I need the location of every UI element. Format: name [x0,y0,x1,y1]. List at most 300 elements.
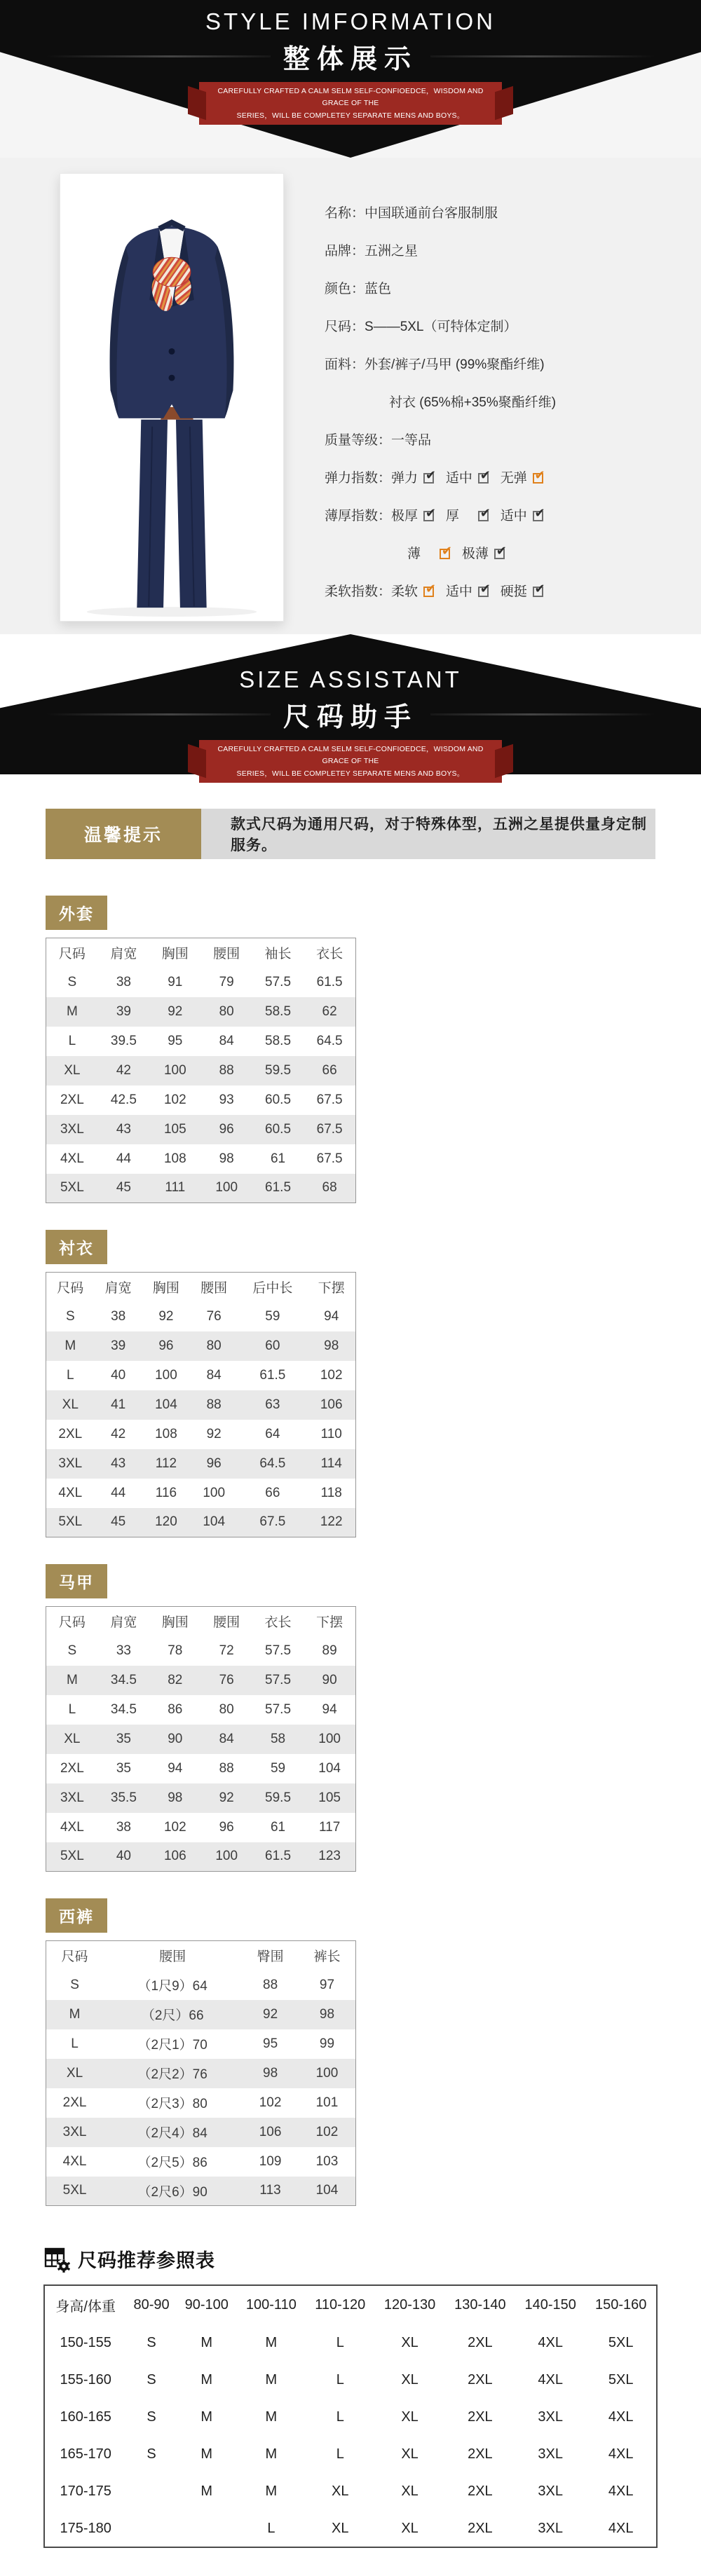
table-cell: 99 [319,2036,335,2051]
column-header: 尺码 [58,947,86,962]
table-cell: 155-160 [60,2372,111,2387]
table-cell: 3XL [60,1121,84,1137]
table-row [44,2510,657,2547]
table-cell: 57.5 [265,1672,292,1687]
size-assistant-banner [0,634,701,785]
table-row [46,1508,356,1537]
header-row [44,2285,657,2324]
table-cell: XL [332,2483,349,2499]
table-cell: S [147,2446,156,2462]
column-header: 臀围 [257,1950,284,1965]
table-cell: 84 [219,1731,234,1746]
field-fabric-shirt [325,392,662,411]
checkbox-icon: ✔ [533,511,543,521]
table-cell: 38 [116,974,131,989]
table-cell: 35.5 [110,1790,137,1805]
table-cell: 104 [155,1397,177,1412]
table-cell: 60.5 [265,1092,292,1107]
column-header: 110-120 [315,2297,366,2313]
table-cell: 96 [206,1455,222,1471]
shirt-size-block [46,1230,356,1537]
table-cell: 92 [158,1308,174,1324]
table-cell: 64 [265,1426,280,1441]
table-cell: 3XL [62,2124,87,2139]
table-cell: 4XL [608,2520,634,2536]
table-cell: XL [401,2335,418,2350]
option-text: 适中 [445,584,472,599]
table-cell: 2XL [58,1426,83,1441]
table-cell: S [147,2335,156,2350]
header-row [46,1607,356,1636]
table-cell: 64.5 [316,1033,343,1048]
table-cell: 67.5 [316,1121,343,1137]
table-row [46,1056,356,1085]
table-row [46,997,356,1027]
option-text: 薄 [407,547,421,561]
index-row-thickness-2 [325,543,662,562]
table-row [46,1666,356,1695]
table-row [46,2059,356,2088]
table-cell: M [265,2483,278,2499]
index-option [391,468,436,486]
warm-tip-text: 款式尺码为通用尺码，对于特殊体型，五洲之星提供量身定制服务。 [201,809,655,859]
table-cell: XL [332,2520,349,2536]
table-cell: 44 [111,1485,126,1500]
column-header: 120-130 [383,2297,436,2313]
field-label: 面料： [325,357,365,372]
checkbox-icon: ✔ [440,549,450,559]
table-cell: 106 [163,1849,186,1864]
table-cell: （2尺1）70 [137,2038,207,2053]
table-cell: 90 [168,1731,183,1746]
table-cell: 60.5 [265,1121,292,1137]
table-cell: 57.5 [265,1643,292,1658]
table-cell: 66 [322,1062,337,1078]
table-cell: 39 [111,1338,126,1353]
table-row [46,1636,356,1666]
index-row-elasticity [325,467,662,486]
table-cell: 105 [318,1790,341,1805]
table-cell: 2XL [468,2372,493,2387]
table-cell: 4XL [538,2372,563,2387]
column-header: 130-140 [454,2297,506,2313]
column-header: 100-110 [245,2297,297,2313]
checkbox-icon: ✔ [478,511,489,521]
decor-line-left [46,713,271,715]
table-cell: 58.5 [265,1033,292,1048]
table-cell: （2尺2）76 [137,2067,207,2082]
table-cell: 88 [263,1977,278,1992]
table-cell: 117 [318,1819,341,1835]
index-row-thickness [325,505,662,524]
table-cell: 3XL [60,1790,84,1805]
table-cell: M [200,2409,213,2425]
table-cell: 103 [315,2153,339,2169]
checkbox-icon: ✔ [423,587,434,597]
table-cell: 4XL [62,2153,87,2169]
table-cell: 84 [206,1367,222,1383]
checkbox-icon: ✔ [423,473,434,484]
size-chart-icon [43,2246,70,2273]
banner-title-en: STYLE IMFORMATION [205,8,496,34]
table-cell: 43 [111,1455,126,1471]
table-cell: M [265,2409,278,2425]
column-header: 胸围 [161,1615,189,1631]
table-cell: 3XL [58,1455,83,1471]
table-cell: 64.5 [259,1455,286,1471]
product-info [325,173,662,634]
table-cell: M [265,2335,278,2350]
table-cell: 58.5 [265,1003,292,1019]
table-cell: 45 [116,1180,131,1195]
column-header: 身高/体重 [55,2299,116,2315]
banner-tagline-ribbon [199,82,502,125]
vest-size-table [46,1606,356,1872]
size-recommend-section [43,2245,658,2548]
table-row [46,1971,356,2000]
table-cell: 59.5 [265,1062,292,1078]
field-name [325,203,662,221]
table-cell: 2XL [60,1092,84,1107]
option-text: 适中 [445,471,472,486]
table-cell: 118 [320,1485,342,1500]
index-option [445,506,491,523]
field-color [325,278,662,297]
table-cell: L [336,2335,344,2350]
table-cell: M [200,2483,213,2499]
field-label: 颜色： [325,282,365,296]
tagline-line2: SERIES，WILL BE COMPLETEY SEPARATE MENS AND BOYS。 [236,111,465,120]
table-row [46,968,356,997]
index-option [391,584,434,599]
table-cell: 61.5 [265,1180,292,1195]
index-option [500,468,545,486]
table-cell: 90 [322,1672,337,1687]
table-cell: 2XL [468,2335,493,2350]
table-cell: 98 [263,2065,278,2081]
table-cell: 86 [168,1701,183,1717]
table-row [46,2088,356,2118]
table-cell [126,2510,176,2547]
table-cell: 98 [319,2006,335,2022]
table-cell: 67.5 [316,1151,343,1166]
checkbox-icon: ✔ [478,473,489,484]
table-row [46,1783,356,1813]
table-cell: 2XL [468,2409,493,2425]
column-header: 衣长 [316,947,343,962]
table-cell: 98 [219,1151,234,1166]
table-cell: 88 [219,1062,234,1078]
header-row [46,938,356,968]
table-row [46,1331,356,1361]
table-cell: 3XL [538,2520,563,2536]
table-cell: （2尺3）80 [137,2097,207,2111]
table-cell: 5XL [62,2183,87,2198]
table-row [44,2362,657,2399]
index-label: 薄厚指数： [325,509,392,523]
table-cell: 100 [203,1485,226,1500]
table-cell: 2XL [60,1760,84,1776]
table-cell: 102 [163,1092,186,1107]
table-row [46,2177,356,2206]
table-cell: （2尺6）90 [137,2184,207,2200]
warm-tip-bar [46,809,655,859]
table-cell: 2XL [62,2095,87,2110]
table-cell: 2XL [468,2483,493,2499]
shirt-size-table [46,1272,356,1537]
table-row [44,2436,657,2473]
option-text: 柔软 [391,584,418,599]
table-cell: 38 [116,1819,131,1835]
table-cell: 2XL [468,2446,493,2462]
table-row [46,1174,356,1203]
table-cell: M [66,1672,78,1687]
field-label: 尺码： [325,320,365,334]
table-row [46,1813,356,1842]
jacket-label: 外套 [46,896,107,930]
trousers-label: 西裤 [46,1898,107,1933]
field-label: 名称： [325,206,365,221]
table-cell: （2尺）66 [141,2008,204,2023]
table-cell: 102 [163,1819,186,1835]
column-header: 腰围 [200,1281,228,1296]
table-row [46,1695,356,1725]
table-cell: 38 [111,1308,126,1324]
table-cell: 100 [155,1367,177,1383]
table-cell: L [71,2036,79,2051]
table-cell: 96 [219,1121,234,1137]
column-header: 肩宽 [104,1281,132,1296]
table-cell: L [336,2409,344,2425]
table-row [46,1754,356,1783]
table-cell: 42.5 [110,1092,137,1107]
table-cell: L [336,2372,344,2387]
index-label: 弹力指数： [325,471,392,486]
column-header: 尺码 [58,1615,86,1631]
jacket-size-block [46,896,356,1203]
table-cell: L [68,1033,76,1048]
column-header: 尺码 [57,1281,84,1296]
recommend-table-title: 尺码推荐参照表 [78,2250,215,2271]
table-cell: 59 [265,1308,280,1324]
table-cell: 72 [219,1643,234,1658]
table-row [46,1361,356,1390]
table-cell: 92 [263,2006,278,2022]
table-cell: 67.5 [259,1514,286,1530]
table-cell: 5XL [608,2372,634,2387]
product-photo [60,173,284,622]
column-header: 尺码 [61,1950,88,1965]
field-label: 质量等级： [325,433,392,448]
table-cell: 91 [168,974,183,989]
field-brand [325,240,662,259]
size-recommend-table [43,2284,658,2548]
field-fabric [325,354,662,373]
option-text: 极厚 [391,509,418,523]
table-cell: 108 [163,1151,186,1166]
index-option [445,468,491,486]
table-cell: L [68,1701,76,1717]
table-cell: 43 [116,1121,131,1137]
table-cell: 35 [116,1731,131,1746]
table-cell: 106 [320,1397,343,1412]
table-row [46,1085,356,1115]
trousers-size-table [46,1940,356,2206]
field-value: 衬衣 (65%棉+35%聚酯纤维) [389,395,557,410]
table-cell: 175-180 [60,2520,111,2536]
option-text: 厚 [445,509,459,523]
table-cell: 84 [219,1033,234,1048]
table-cell: S [67,974,77,989]
index-row-softness [325,581,662,600]
table-cell: M [69,2006,81,2022]
table-cell: 112 [155,1455,177,1471]
table-cell: 82 [168,1672,183,1687]
table-cell: 61 [270,1151,286,1166]
option-text: 弹力 [391,471,418,486]
table-cell: （1尺9）64 [137,1979,207,1994]
table-cell: 5XL [608,2335,634,2350]
table-cell: XL [401,2446,418,2462]
column-header: 90-100 [184,2297,229,2313]
table-cell: 100 [215,1849,238,1864]
table-cell: 41 [111,1397,126,1412]
field-value: 蓝色 [365,282,392,296]
table-cell: S [67,1643,77,1658]
column-header: 腰围 [213,947,240,962]
index-option [501,584,543,599]
table-cell: 42 [111,1426,126,1441]
table-cell: 104 [315,2183,339,2198]
table-cell: 42 [116,1062,131,1078]
column-header: 胸围 [152,1281,179,1296]
checkbox-icon: ✔ [533,473,543,484]
table-cell: 88 [219,1760,234,1776]
index-option [461,544,507,561]
field-size [325,316,662,335]
banner-title-cn: 整体展示 [283,45,418,74]
table-row [46,2147,356,2177]
field-quality [325,430,662,448]
table-cell: M [265,2372,278,2387]
table-cell: S [147,2372,156,2387]
table-cell: 116 [155,1485,177,1500]
table-cell [177,2510,237,2547]
field-value: 五洲之星 [365,244,418,259]
table-cell: 3XL [538,2446,563,2462]
table-cell: （2尺5）86 [137,2156,207,2170]
table-cell: 57.5 [265,974,292,989]
table-cell: XL [401,2372,418,2387]
table-row [46,1725,356,1754]
table-cell: 35 [116,1760,131,1776]
table-cell: 108 [155,1426,177,1441]
table-cell: 59 [270,1760,286,1776]
header-row [46,1273,356,1302]
table-cell: 67.5 [316,1092,343,1107]
column-header: 肩宽 [110,1615,137,1631]
decor-line-left [46,55,271,57]
table-cell: 3XL [538,2483,563,2499]
table-cell: 110 [320,1426,342,1441]
table-cell: 68 [322,1180,337,1195]
header-row [46,1941,356,1971]
table-cell: 80 [219,1701,234,1717]
vest-label: 马甲 [46,1564,107,1598]
field-value: 中国联通前台客服制服 [365,206,498,221]
table-cell: 102 [259,2095,282,2110]
table-cell: 4XL [538,2335,563,2350]
checkbox-icon: ✔ [494,549,505,559]
table-cell: 59.5 [265,1790,292,1805]
tagline-line1: CAREFULLY CRAFTED A CALM SELM SELF-CONFIOEDCE，WISDOM AND GRACE OF THE [217,745,484,766]
table-cell: 96 [219,1819,234,1835]
table-cell: M [200,2372,213,2387]
table-cell: 5XL [60,1849,84,1864]
banner-title-en: SIZE ASSISTANT [239,666,462,692]
table-cell: 78 [168,1643,183,1658]
table-cell: 170-175 [60,2483,111,2499]
index-option [391,506,436,523]
table-cell: XL [64,1731,81,1746]
table-cell: 165-170 [60,2446,111,2462]
table-cell: 4XL [60,1819,84,1835]
table-cell: 4XL [60,1151,84,1166]
table-cell: 40 [116,1849,131,1864]
column-header: 后中长 [252,1281,293,1296]
decor-line-right [430,55,655,57]
table-cell: 160-165 [60,2409,111,2425]
table-cell: 120 [155,1514,177,1530]
table-cell: 98 [324,1338,339,1353]
table-cell: 44 [116,1151,131,1166]
option-text: 无弹 [500,471,527,486]
table-cell: 100 [315,2065,339,2081]
table-cell: 4XL [608,2446,634,2462]
column-header: 衣长 [264,1615,292,1631]
table-cell: 58 [270,1731,286,1746]
banner-tagline-ribbon [199,740,502,783]
table-row [44,2324,657,2362]
table-cell: 100 [318,1731,341,1746]
table-cell: 3XL [538,2409,563,2425]
column-header: 肩宽 [110,947,137,962]
table-cell: XL [64,1062,81,1078]
table-cell: 100 [163,1062,186,1078]
table-cell: XL [62,1397,79,1412]
table-row [46,1420,356,1449]
table-cell: 39.5 [110,1033,137,1048]
column-header: 腰围 [159,1950,186,1965]
table-cell: 5XL [60,1180,84,1195]
shirt-label: 衬衣 [46,1230,107,1264]
checkbox-icon: ✔ [533,587,543,597]
table-cell: 94 [322,1701,337,1717]
trousers-size-block [46,1898,356,2206]
table-cell: 2XL [468,2520,493,2536]
column-header: 下摆 [316,1615,343,1631]
table-cell: XL [401,2483,418,2499]
table-cell: 122 [320,1514,343,1530]
table-cell: M [200,2335,213,2350]
table-cell: S [70,1977,79,1992]
column-header: 150-160 [594,2297,647,2313]
table-cell: 97 [319,1977,335,1992]
table-row [46,1302,356,1331]
column-header: 腰围 [213,1615,240,1631]
field-label: 品牌： [325,244,365,259]
option-text: 适中 [500,509,527,523]
